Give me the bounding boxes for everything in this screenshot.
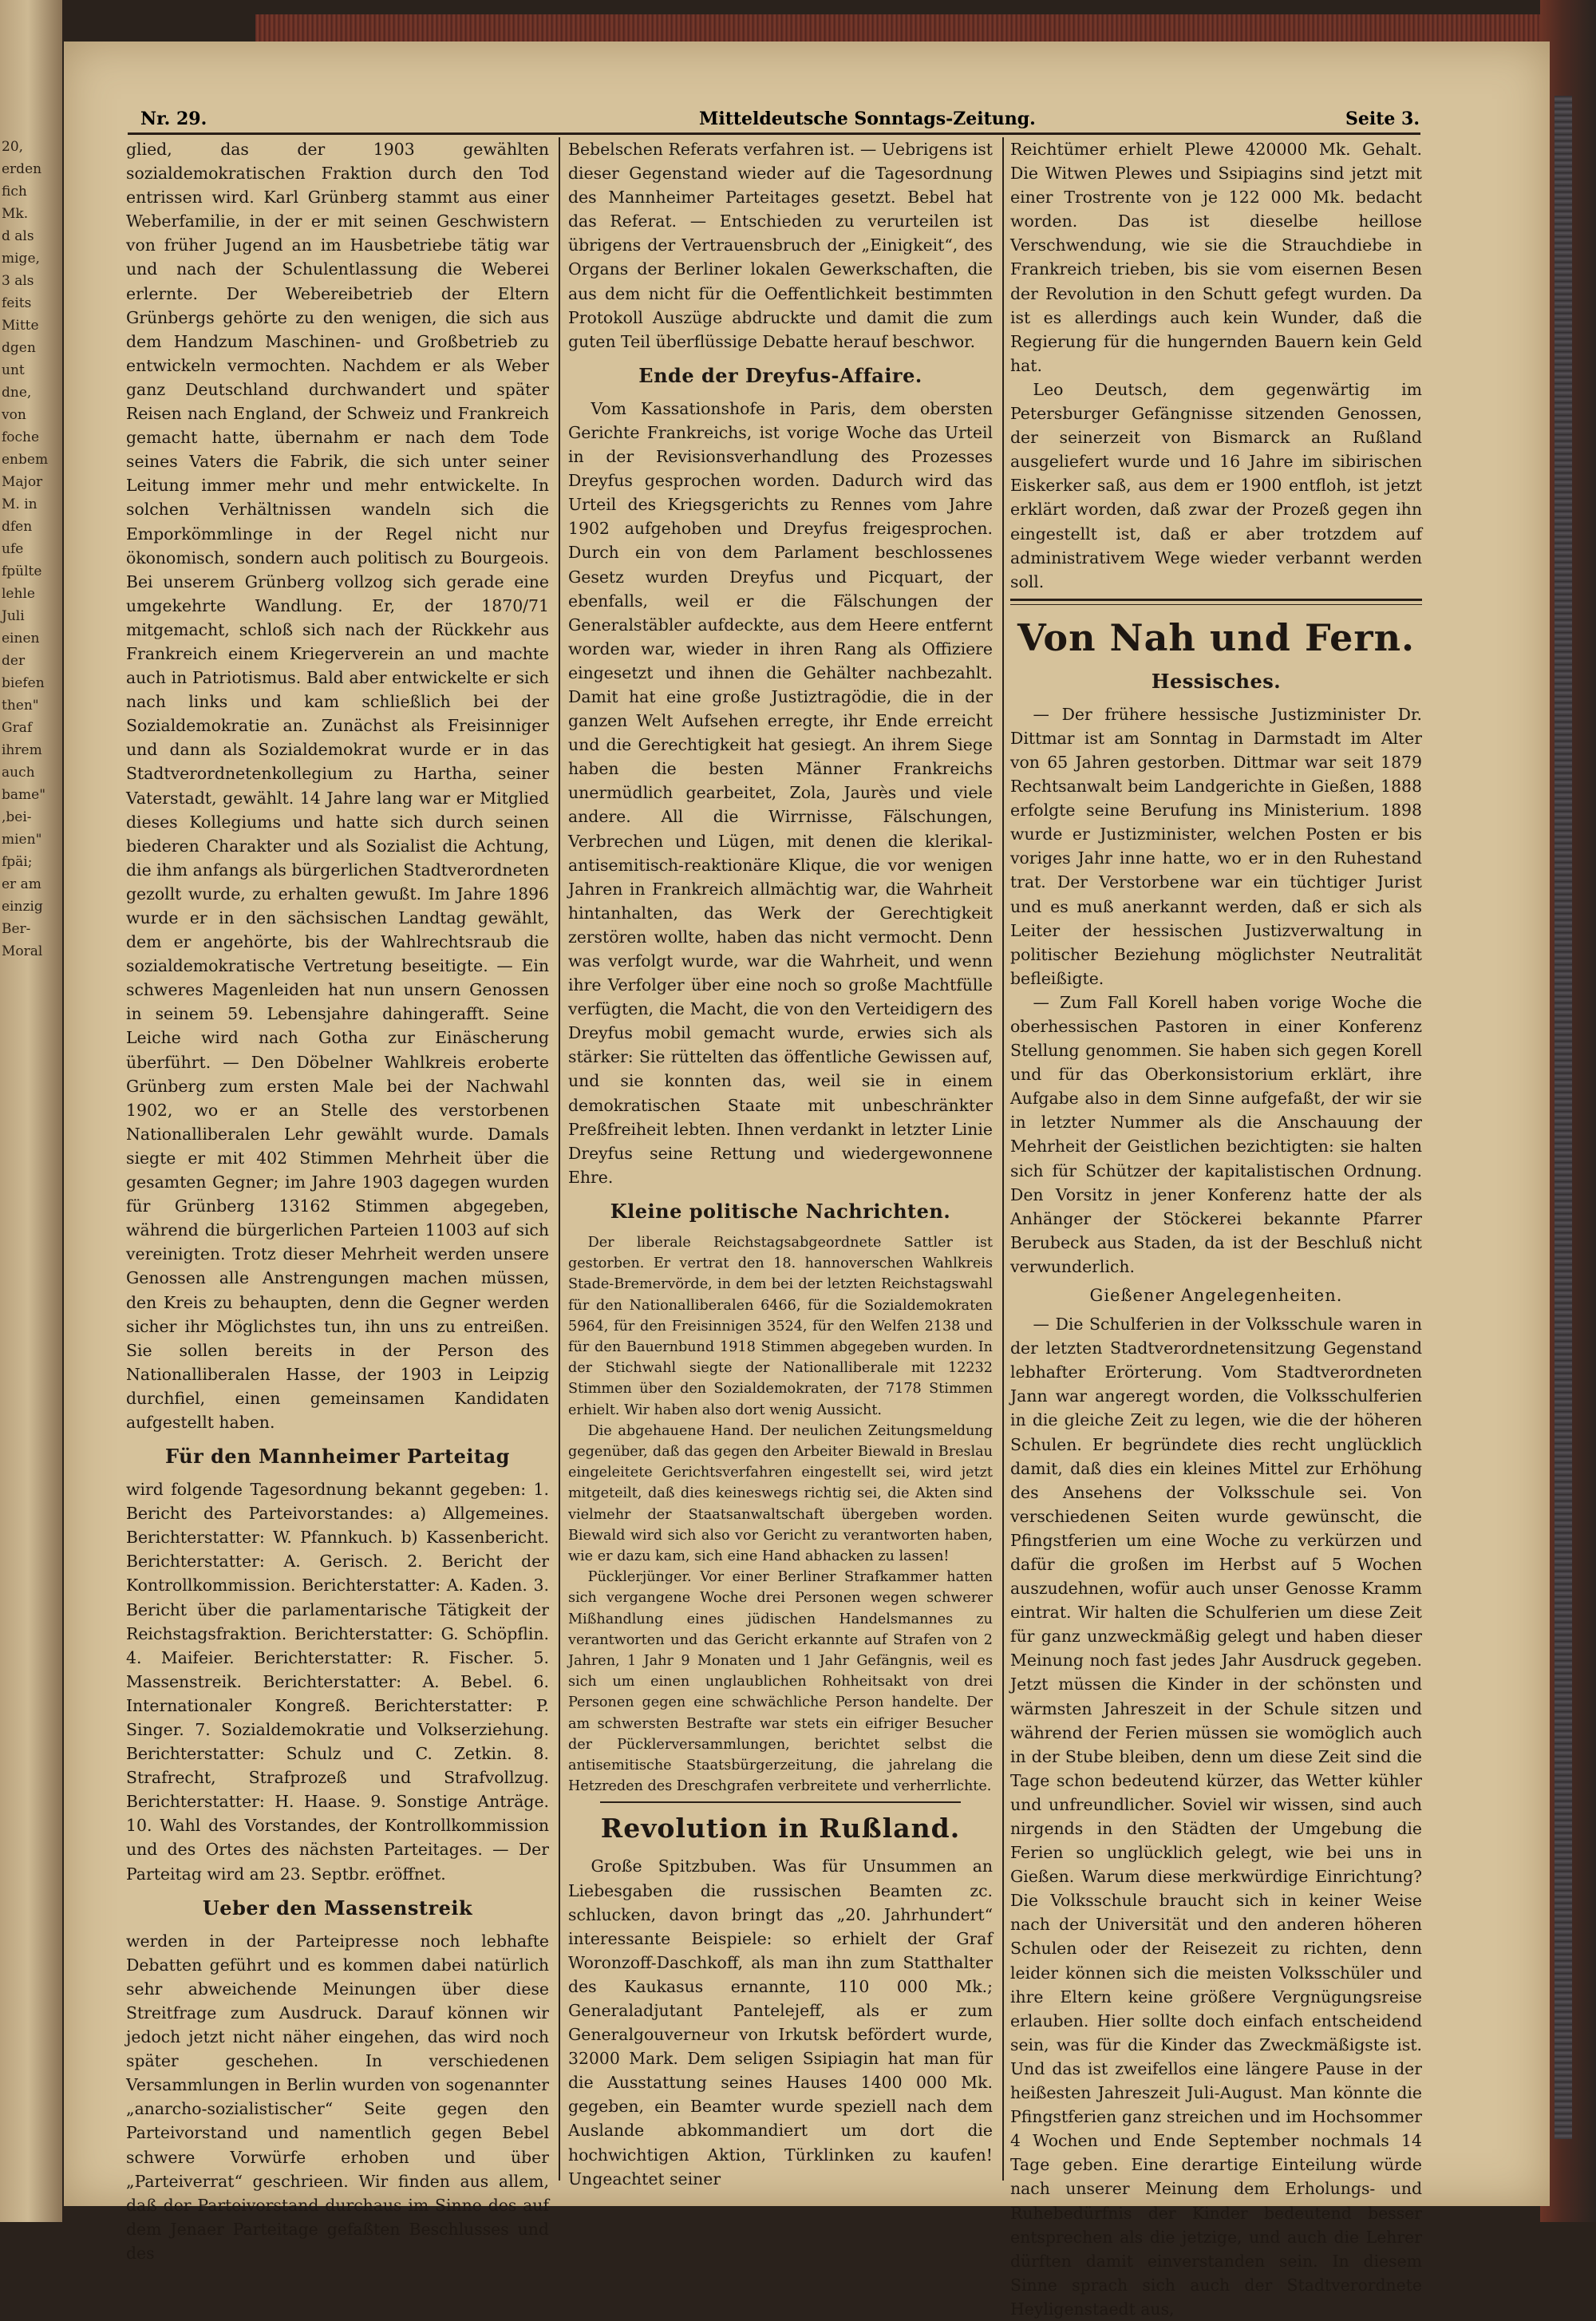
left-page-edge xyxy=(0,0,62,2222)
article-text: Leo Deutsch, dem gegenwärtig im Petersburger Gefängnisse sitzenden Genossen, der seinerzeit von Bismarck an Rußland ausgeliefert wurde und 16 Jahre im sibirischen Eiskerker saß, aus dem er 1900 entfloh, ist jetzt erklärt worden, daß zwar der Prozeß gegen ihn eingestellt ist, daß er aber trotzdem auf administrativem Wege wieder verbannt werden soll. xyxy=(1010,379,1422,591)
article-text: werden in der Parteipresse noch lebhafte Debatten geführt und es kommen dabei natürlich sehr abweichende Meinungen über diese Streitfrage zum Ausdruck. Darauf können wir jedoch jetzt nicht näher eingehen, das wird noch später geschehen. In verschiedenen Versammlungen in Berlin wurden von sogenannter „anarcho-sozialistischer“ Seite gegen den Parteivorstand und namentlich gegen Bebel schwere Vorwürfe erhoben und über „Parteiverrat“ geschrieen. Wir finden aus allem, daß der Parteivorstand durchaus im Sinne des auf dem Jenaer Parteitage gefaßten Beschlusses und des xyxy=(126,1931,549,2263)
news-brief: Der liberale Reichstagsabgeordnete Sattler ist gestorben. Er vertrat den 18. hannoverschen Wahlkreis Stade-Bremervörde, in dem bei der letzten Reichstagswahl für den Nationalliberalen 6466, für die Sozialdemokraten 5964, für den Freisinnigen 3524, für den Welfen 2138 und für den Bauernbund 1918 Stimmen abgegeben wurden. In der Stichwahl siegte der Nationalliberale mit 12232 Stimmen über den Sozialdemokraten, der 7178 Stimmen erhielt. Wir haben also dort wenig Aussicht. xyxy=(568,1234,993,1418)
article-text: — Der frühere hessische Justizminister Dr. Dittmar ist am Sonntag in Darmstadt im Alter von 65 Jahren gestorben. Dittmar war seit 1879 Rechtsanwalt beim Landgerichte in Gießen, 1888 erfolgte seine Berufung ins Ministerium. 1898 wurde er Justizminister, welchen Posten er bis voriges Jahr inne hatte, wo er in den Ruhestand trat. Der Verstorbene war ein tüchtiger Jurist und es muß anerkannt werden, daß er sich als Leiter der hessischen Justizverwaltung in politischer Beziehung möglichster Neutralität befleißigte. xyxy=(1010,704,1422,988)
article-text: Große Spitzbuben. Was für Unsummen an Liebesgaben die russischen Beamten zc. schlucken, davon bringt das „20. Jahrhundert“ interessante Beispiele: so erhielt der Graf Woronzoff-Daschkoff, als man ihn zum Statthalter des Kaukasus ernannte, 110 000 Mk.; Generaladjutant Pantelejeff, als er zum Generalgouverneur von Irkutsk befördert wurde, 32000 Mark. Dem seligen Ssipiagin hat man für die Ausstattung seines Hauses 1400 000 Mk. gegeben, ein Beamter wurde speziell nach dem Auslande abkommandiert um dort die hochwichtigen Aktion, Türklinken zu kaufen! Ungeachtet seiner xyxy=(568,1856,993,2189)
article-text: Reichtümer erhielt Plewe 420000 Mk. Gehalt. Die Witwen Plewes und Ssipiagins sind jetzt mit einer Trostrente von je 122 000 Mk. bedacht worden. Das ist dieselbe heillose Verschwendung, wie sie die Strauchdiebe in Frankreich trieben, bis sie vom eisernen Besen der Revolution in den Schutt gefegt wurden. Da ist es allerdings auch kein Wunder, daß die Regierung für die hungernden Bauern kein Geld hat. xyxy=(1010,140,1422,375)
subheadline-giessen: Gießener Angelegenheiten. xyxy=(1089,1286,1343,1306)
news-brief: Pücklerjünger. Vor einer Berliner Strafkammer hatten sich vergangene Woche drei Personen wegen schwerer Mißhandlung eines jüdischen Handelsmannes zu verantworten und das Gericht erkannte auf Strafen von 2 Jahren, 1 Jahr 9 Monaten und 1 Jahr Gefängnis, weil es sich um einen unglaublichen Rohheitsakt von drei Personen gegen eine schwächliche Person handelte. Der am schwersten Bestrafte war stets ein eifriger Besucher der Pücklerversammlungen, berichtet selbst die antisemitische Staatsbürgerzeitung, die jahrelang die Hetzreden des Dreschgrafen verbreitete und verherrlichte. xyxy=(568,1569,993,1795)
page-number: Seite 3. xyxy=(1345,109,1420,129)
column-3 xyxy=(1010,137,1422,2321)
column-1 xyxy=(126,137,549,2265)
column-divider-2 xyxy=(1002,137,1004,2181)
section-divider-double xyxy=(1010,599,1422,605)
article-text: — Zum Fall Korell haben vorige Woche die oberhessischen Pastoren in einer Konferenz Stellung genommen. Sie haben sich gegen Korell und für das Oberkonsistorium erklärt, ihre Aufgabe also in dem Sinne aufgefaßt, der wir sie in letzter Nummer als die Anschauung der Mehrheit der Geistlichen bezichtigten: sie halten sich für Schützer der kapitalistischen Ordnung. Den Vorsitz in jener Konferenz hatte der als Anhänger der Stöckerei bekannte Pfarrer Berubeck aus Staden, da ist der Beschluß nicht verwunderlich. xyxy=(1010,992,1422,1276)
headline-nah-und-fern: Von Nah und Fern. xyxy=(1017,615,1416,659)
article-text: Bebelschen Referats verfahren ist. — Uebrigens ist dieser Gegenstand wieder auf die Tagesordnung des Mannheimer Parteitages gesetzt. Bebel hat das Referat. — Entschieden zu verurteilen ist übrigens der Vertrauensbruch der „Einigkeit“, des Organs der Berliner lokalen Gewerkschaften, die aus dem nicht für die Oeffentlichkeit bestimmten Protokoll Auszüge abdruckte und damit die zum guten Teil überflüssige Debatte herauf beschwor. xyxy=(568,140,993,351)
news-briefs xyxy=(568,1232,993,1797)
section-divider xyxy=(600,1801,961,1803)
book-binding-top xyxy=(255,14,1564,42)
newspaper-title: Mitteldeutsche Sonntags-Zeitung. xyxy=(699,109,1036,129)
article-text: Vom Kassationshofe in Paris, dem obersten Gerichte Frankreichs, ist vorige Woche das Urteil in der Revisionsverhandlung des Prozesses Dreyfus gesprochen worden. Dadurch wird das Urteil des Kriegsgerichts zu Rennes vom Jahre 1902 aufgehoben und Dreyfus freigesprochen. Durch ein von dem Parlament beschlossenes Gesetz wurden Dreyfus und Picquart, der ebenfalls, weil er die Fälschungen der Generalstäbler aufdeckte, aus dem Heere entfernt worden war, wieder in ihren Rang als Offiziere eingesetzt und ihnen die Gehälter nachbezahlt. Damit hat eine große Justiztragödie, die in der ganzen Welt Aufsehen erregte, ihr Ende erreicht und die Gerechtigkeit hat gesiegt. An ihrem Siege haben die besten Männer Frankreichs unermüdlich gearbeitet, Zola, Jaurès und viele andere. All die Wirrnisse, Fälschungen, Verbrechen und Lügen, mit denen die klerikal-antisemitisch-reaktionäre Klique, die vor wenigen Jahren in Frankreich allmächtig war, die Wahrheit hintanhalten, das Werk der Gerechtigkeit zerstören wollte, haben das nicht vermocht. Denn was verfolgt wurde, war die Wahrheit, und wenn ihre Verfolger über eine noch so große Machtfülle verfügten, die Macht, die von den Verteidigern des Dreyfus mobil gemacht wurde, erwies sich als stärker: Sie rüttelten das öffentliche Gewissen auf, und sie konnten das, weil sie in einem demokratischen Staate mit unbeschränkter Preßfreiheit lebten. Ihnen verdankt in letzter Linie Dreyfus seine Rettung und wiedergewonnene Ehre. xyxy=(568,398,993,1187)
column-divider-1 xyxy=(559,137,560,2181)
subheadline-hessisches: Hessisches. xyxy=(1151,669,1282,693)
header-rule xyxy=(128,132,1420,135)
headline-revolution: Revolution in Rußland. xyxy=(600,1813,961,1845)
headline-kleine-nachrichten: Kleine politische Nachrichten. xyxy=(610,1199,951,1223)
news-brief: Die abgehauene Hand. Der neulichen Zeitungsmeldung gegenüber, daß das gegen den Arbeiter Biewald in Breslau eingeleitete Gerichtsverfahren eingestellt sei, wird jetzt mitgeteilt, daß dies keineswegs richtig sei, die Akten sind vielmehr der Staatsanwaltschaft übergeben worden. Biewald wird sich also vor Gericht zu verantworten haben, wie er dazu kam, sich eine Hand abhacken zu lassen! xyxy=(568,1422,993,1564)
column-2 xyxy=(568,137,993,2191)
article-text: — Die Schulferien in der Volksschule waren in der letzten Stadtverordnetensitzung Gegenstand lebhafter Erörterung. Vom Stadtverordneten Jann war angeregt worden, die Volksschulferien in die gleiche Zeit zu legen, wie die der höheren Schulen. Er begründete dies recht unglücklich damit, daß dies ein kleines Mittel zur Erhöhung des Ansehens der Volksschule sei. Von verschiedenen Seiten wurde gewünscht, die Pfingstferien um eine Woche zu verkürzen und dafür die großen im Herbst auf 5 Wochen auszudehnen, wofür auch unser Genosse Kramm eintrat. Wir halten die Schulferien um diese Zeit für ganz unzweckmäßig gelegt und haben dieser Meinung noch fast jedes Jahr Ausdruck gegeben. Jetzt müssen die Kinder in der schönsten und wärmsten Jahreszeit in der Schule sitzen und während der Ferien müssen sie womöglich auch in der Stube bleiben, denn um diese Zeit sind die Tage schon bedeutend kürzer, das Wetter kühler und unfreundlicher. Soviel wir wissen, sind auch nirgends in den Städten der Umgebung die Ferien so unglücklich gelegt, wie bei uns in Gießen. Warum diese merkwürdige Einrichtung? Die Volksschule braucht sich in keiner Weise nach der Universität und den anderen höheren Schulen oder der Reisezeit zu richten, denn leider können sich die meisten Volksschüler und ihre Eltern keine größere Vergnügungsreise erlauben. Hier sollte doch einfach entscheidend sein, was für die Kinder das Zweckmäßigste ist. Und das ist zweifellos eine längere Pause in der heißesten Jahreszeit Juli-August. Man könnte die Pfingstferien ganz streichen und im Hochsommer 4 Wochen und Ende September nochmals 14 Tage geben. Eine derartige Einteilung würde nach unserer Meinung dem Erholungs- und Ruhebedürfnis der Kinder bedeutend besser entsprechen als die jetzige, und auch die Lehrer dürften damit einverstanden sein. In diesem Sinne sprach sich auch der Stadtverordnete Heyligenstaedt aus, xyxy=(1010,1315,1422,2319)
left-page-edge-text: 20, erden fich Mk. d als mige, 3 als feits Mitte dgen unt dne, von foche enbem Major M. in dfen ufe fpülte lehle Juli einen der biefen then" Graf ihrem auch bame" ,bei- mien" fpäi; er am einzig Ber- Moral xyxy=(2,139,49,959)
headline-parteitag: Für den Mannheimer Parteitag xyxy=(165,1445,510,1469)
issue-number: Nr. 29. xyxy=(140,109,207,129)
article-text: glied, das der 1903 gewählten sozialdemokratischen Fraktion durch den Tod entrissen wird. Karl Grünberg stammt aus einer Weberfamilie, in der er mit seinen Geschwistern von früher Jugend an im Hausbetriebe tätig war und nach der Schulentlassung die Weberei erlernte. Der Webereibetrieb der Eltern Grünbergs gehörte zu den wenigen, die sich aus dem Handzum Maschinen- und Großbetrieb zu entwickeln vermochten. Nachdem er als Weber ganz Deutschland durchwandert und später Reisen nach England, der Schweiz und Frankreich gemacht hatte, übernahm er nach dem Tode seines Vaters die Fabrik, die sich unter seiner Leitung immer mehr und mehr entwickelte. In solchen Verhältnissen wandeln sich die Emporkömmlinge in der Regel nicht nur ökonomisch, sondern auch politisch zu Bourgeois. Bei unserem Grünberg vollzog sich gerade eine umgekehrte Wandlung. Er, der 1870/71 mitgemacht, schloß sich nach der Rückkehr aus Frankreich einem Kriegerverein an und machte auch in Patriotismus. Bald aber entwickelte er sich nach links und kam schließlich bei der Sozialdemokratie an. Zunächst als Freisinniger und dann als Sozialdemokrat wurde er in das Stadtverordnetenkollegium zu Hartha, seiner Vaterstadt, gewählt. 14 Jahre lang war er Mitglied dieses Kollegiums und hatte sich durch seinen biederen Charakter und als Sozialist die Achtung, die ihm anfangs als bürgerlichen Stadtverordneten gezollt wurde, zu erhalten gewußt. Im Jahre 1896 wurde er in den sächsischen Landtag gewählt, dem er angehörte, bis der Wahlrechtsraub die sozialdemokratische Vertretung beseitigte. — Ein schweres Magenleiden hat nun unsern Genossen in seinem 59. Lebensjahre dahingerafft. Seine Leiche wird nach Gotha zur Einäscherung überführt. — Den Döbelner Wahlkreis eroberte Grünberg zum ersten Male bei der Nachwahl 1902, wo er an Stelle des verstorbenen Nationalliberalen Lehr gewählt wurde. Damals siegte er mit 402 Stimmen Mehrheit über die gesamten Gegner; im Jahre 1903 dagegen wurden für Grünberg 13162 Stimmen abgegeben, während die bürgerlichen Parteien 11003 auf sich vereinigten. Trotz dieser Mehrheit werden unsere Genossen alle Anstrengungen machen müssen, den Kreis zu behaupten, denn die Gegner werden sicher ihr Möglichstes tun, ihn uns zu entreißen. Sie sollen bereits in der Person des Nationalliberalen Hasse, der 1903 in Leipzig durchfiel, einen gemeinsamen Kandidaten aufgestellt haben. xyxy=(126,140,549,1432)
article-text: wird folgende Tagesordnung bekannt gegeben: 1. Bericht des Parteivorstandes: a) Allgemeines. Berichterstatter: W. Pfannkuch. b) Kassenbericht. Berichterstatter: A. Gerisch. 2. Bericht der Kontrollkommission. Berichterstatter: A. Kaden. 3. Bericht über die parlamentarische Tätigkeit der Reichstagsfraktion. Berichterstatter: G. Schöpflin. 4. Maifeier. Berichterstatter: R. Fischer. 5. Massenstreik. Berichterstatter: A. Bebel. 6. Internationaler Kongreß. Berichterstatter: P. Singer. 7. Sozialdemokratie und Volkserziehung. Berichterstatter: Schulz und C. Zetkin. 8. Strafrecht, Strafprozeß und Strafvollzug. Berichterstatter: H. Haase. 9. Sonstige Anträge. 10. Wahl des Vorstandes, der Kontrollkommission und des Ortes des nächsten Parteitages. — Der Parteitag wird am 23. Septbr. eröffnet. xyxy=(126,1480,549,1884)
headline-dreyfus: Ende der Dreyfus-Affaire. xyxy=(638,363,922,387)
headline-massenstreik: Ueber den Massenstreik xyxy=(202,1896,473,1920)
